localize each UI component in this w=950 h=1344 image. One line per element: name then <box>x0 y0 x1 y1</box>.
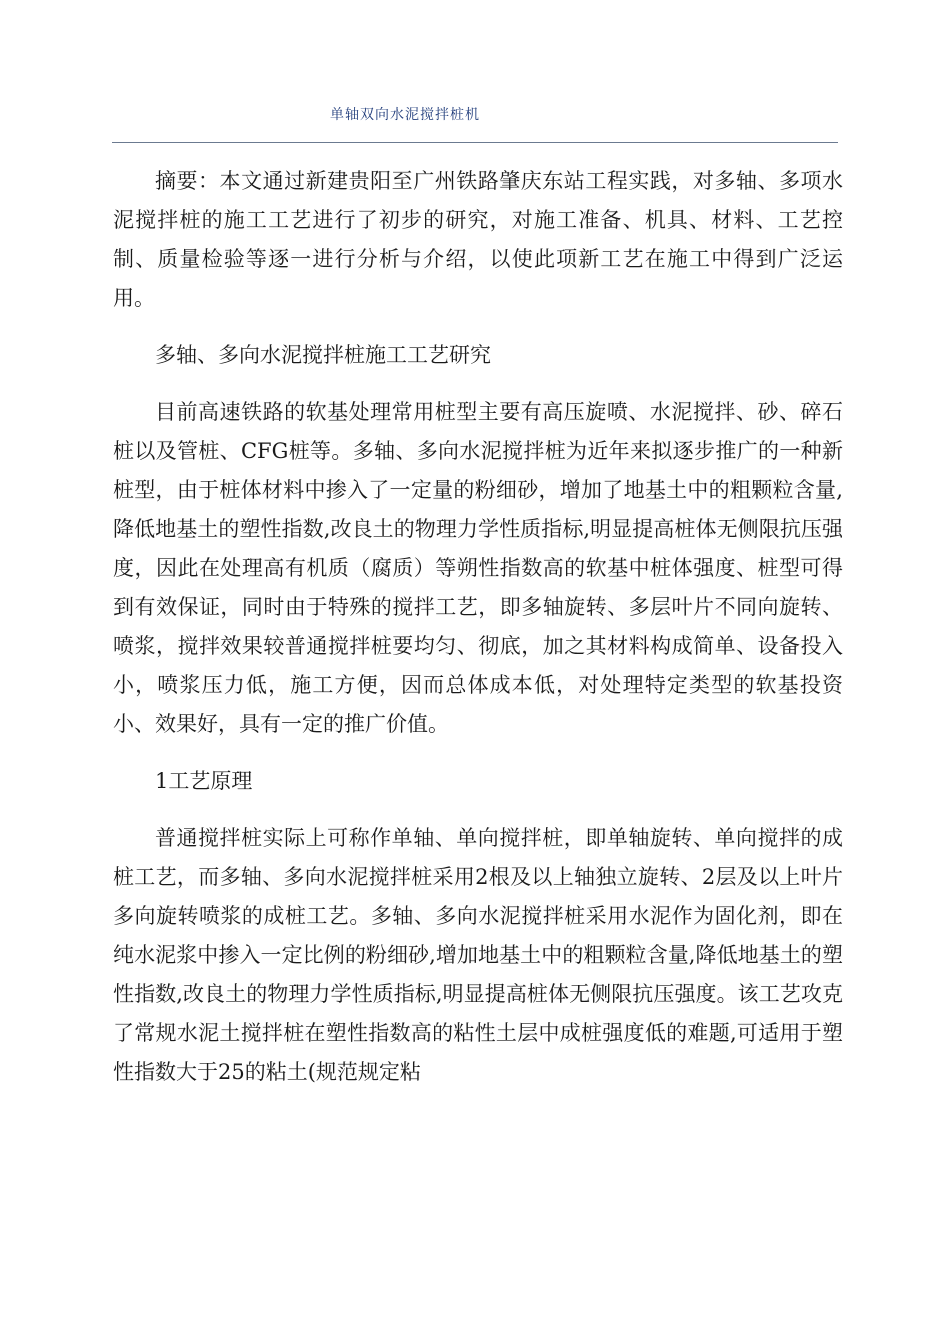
header-divider <box>112 142 838 143</box>
section-title: 多轴、多向水泥搅拌桩施工工艺研究 <box>155 343 491 367</box>
intro-paragraph: 目前高速铁路的软基处理常用桩型主要有高压旋喷、水泥搅拌、砂、碎石桩以及管桩、CFG桩等。多轴、多向水泥搅拌桩为近年来拟逐步推广的一种新桩型，由于桩体材料中掺入了一定量的粉细砂，增加了地基土中的粗颗粒含量,降低地基土的塑性指数,改良土的物理力学性质指标,明显提高桩体无侧限抗压强度，因此在处理高有机质（腐质）等朔性指数高的软基中桩体强度、桩型可得到有效保证，同时由于特殊的搅拌工艺，即多轴旋转、多层叶片不同向旋转、喷浆，搅拌效果较普通搅拌桩要均匀、彻底，加之其材料构成简单、设备投入小，喷浆压力低，施工方便，因而总体成本低，对处理特定类型的软基投资小、效果好，具有一定的推广价值。 <box>113 400 843 736</box>
document-body <box>113 162 843 1110</box>
subheading-process-principle: 1工艺原理 <box>155 769 253 793</box>
abstract-paragraph: 摘要：本文通过新建贵阳至广州铁路肇庆东站工程实践，对多轴、多项水泥搅拌桩的施工工艺进行了初步的研究，对施工准备、机具、材料、工艺控制、质量检验等逐一进行分析与介绍，以使此项新工艺在施工中得到广泛运用。 <box>113 169 843 310</box>
running-header: 单轴双向水泥搅拌桩机 <box>330 107 480 123</box>
principle-paragraph: 普通搅拌桩实际上可称作单轴、单向搅拌桩，即单轴旋转、单向搅拌的成桩工艺，而多轴、多向水泥搅拌桩采用2根及以上轴独立旋转、2层及以上叶片多向旋转喷浆的成桩工艺。多轴、多向水泥搅拌桩采用水泥作为固化剂，即在纯水泥浆中掺入一定比例的粉细砂,增加地基土中的粗颗粒含量,降低地基土的塑性指数,改良土的物理力学性质指标,明显提高桩体无侧限抗压强度。该工艺攻克了常规水泥土搅拌桩在塑性指数高的粘性土层中成桩强度低的难题,可适用于塑性指数大于25的粘土(规范规定粘 <box>113 826 843 1084</box>
